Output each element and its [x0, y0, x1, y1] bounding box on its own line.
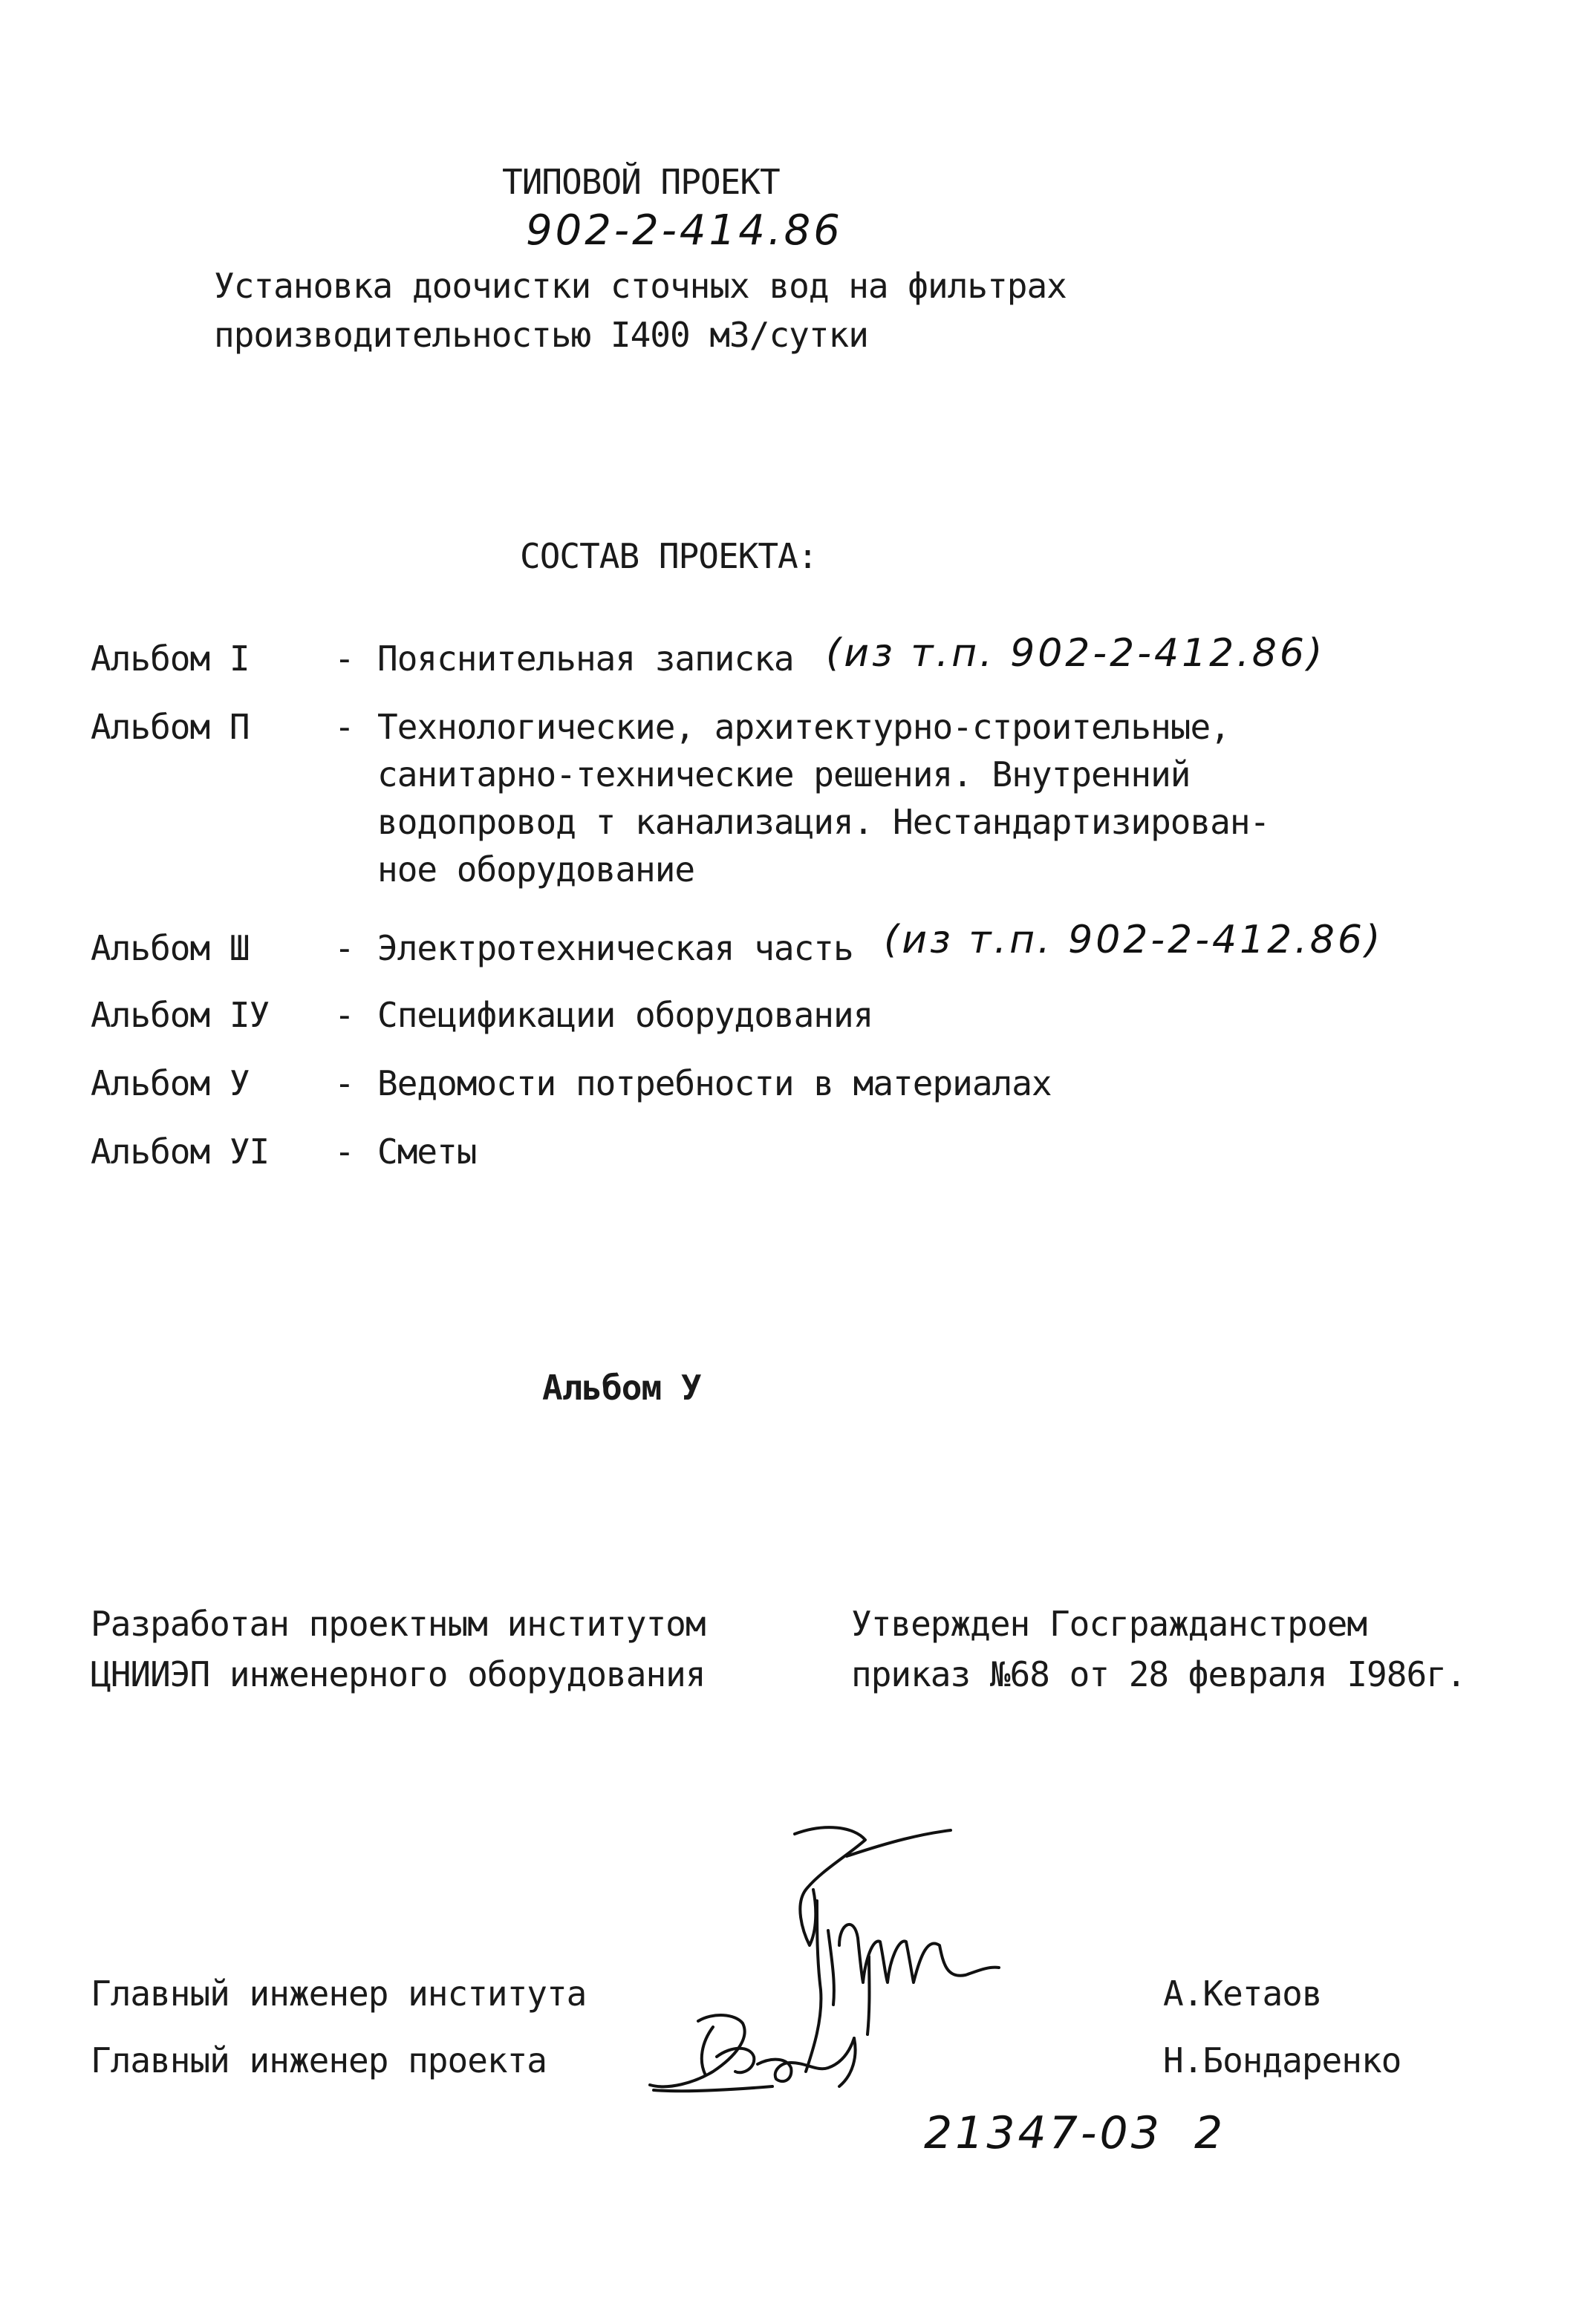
project-description-line1: Установка доочистки сточных вод на фильтрах	[214, 266, 1067, 306]
document-number-handwritten: 21347-03	[924, 2107, 1162, 2159]
album-dash: -	[334, 707, 354, 747]
developer-line2: ЦНИИЭП инженерного оборудования	[91, 1654, 706, 1694]
album-label: Альбом УI	[91, 1132, 270, 1172]
album-source-note-handwritten: (из т.п. 902-2-412.86)	[826, 631, 1326, 676]
album-label: Альбом Ш	[91, 928, 250, 968]
album-dash: -	[334, 1132, 354, 1172]
album-description: Сметы	[377, 1132, 477, 1172]
album-dash: -	[334, 995, 354, 1035]
approval-line2: приказ №68 от 28 февраля I986г.	[851, 1654, 1466, 1694]
album-label: Альбом У	[91, 1063, 250, 1103]
document-title: ТИПОВОЙ ПРОЕКТ	[502, 162, 780, 202]
album-dash: -	[334, 928, 354, 968]
signatory-role: Главный инженер проекта	[91, 2040, 547, 2080]
album-description-line: ное оборудование	[377, 849, 695, 890]
album-dash: -	[334, 1063, 354, 1103]
album-description: Электротехническая часть	[377, 928, 853, 968]
album-label: Альбом I	[91, 639, 250, 679]
project-description-line2: производительностью I400 м3/сутки	[214, 315, 868, 355]
album-description-line: водопровод т канализация. Нестандартизирован-	[377, 802, 1270, 842]
album-source-note-handwritten: (из т.п. 902-2-412.86)	[884, 918, 1384, 962]
current-album-title: Альбом У	[542, 1368, 701, 1408]
signatory-role: Главный инженер института	[91, 1974, 587, 2014]
signatory-name: А.Кетаов	[1163, 1974, 1322, 2014]
album-description-line: санитарно-технические решения. Внутренний	[377, 754, 1191, 794]
album-dash: -	[334, 639, 354, 679]
album-description: Ведомости потребности в материалах	[377, 1063, 1052, 1103]
page-number-handwritten: 2	[1194, 2107, 1226, 2159]
developer-line1: Разработан проектным институтом	[91, 1604, 706, 1644]
album-description-line: Технологические, архитектурно-строительные,	[377, 707, 1230, 747]
project-number-handwritten: 902-2-414.86	[526, 206, 843, 255]
album-label: Альбом П	[91, 707, 250, 747]
approval-line1: Утвержден Госгражданстроем	[851, 1604, 1367, 1644]
album-description: Пояснительная записка	[377, 639, 794, 679]
album-label: Альбом IУ	[91, 995, 270, 1035]
contents-heading: СОСТАВ ПРОЕКТА:	[520, 536, 818, 576]
signatory-name: Н.Бондаренко	[1163, 2040, 1401, 2080]
album-description: Спецификации оборудования	[377, 995, 873, 1035]
